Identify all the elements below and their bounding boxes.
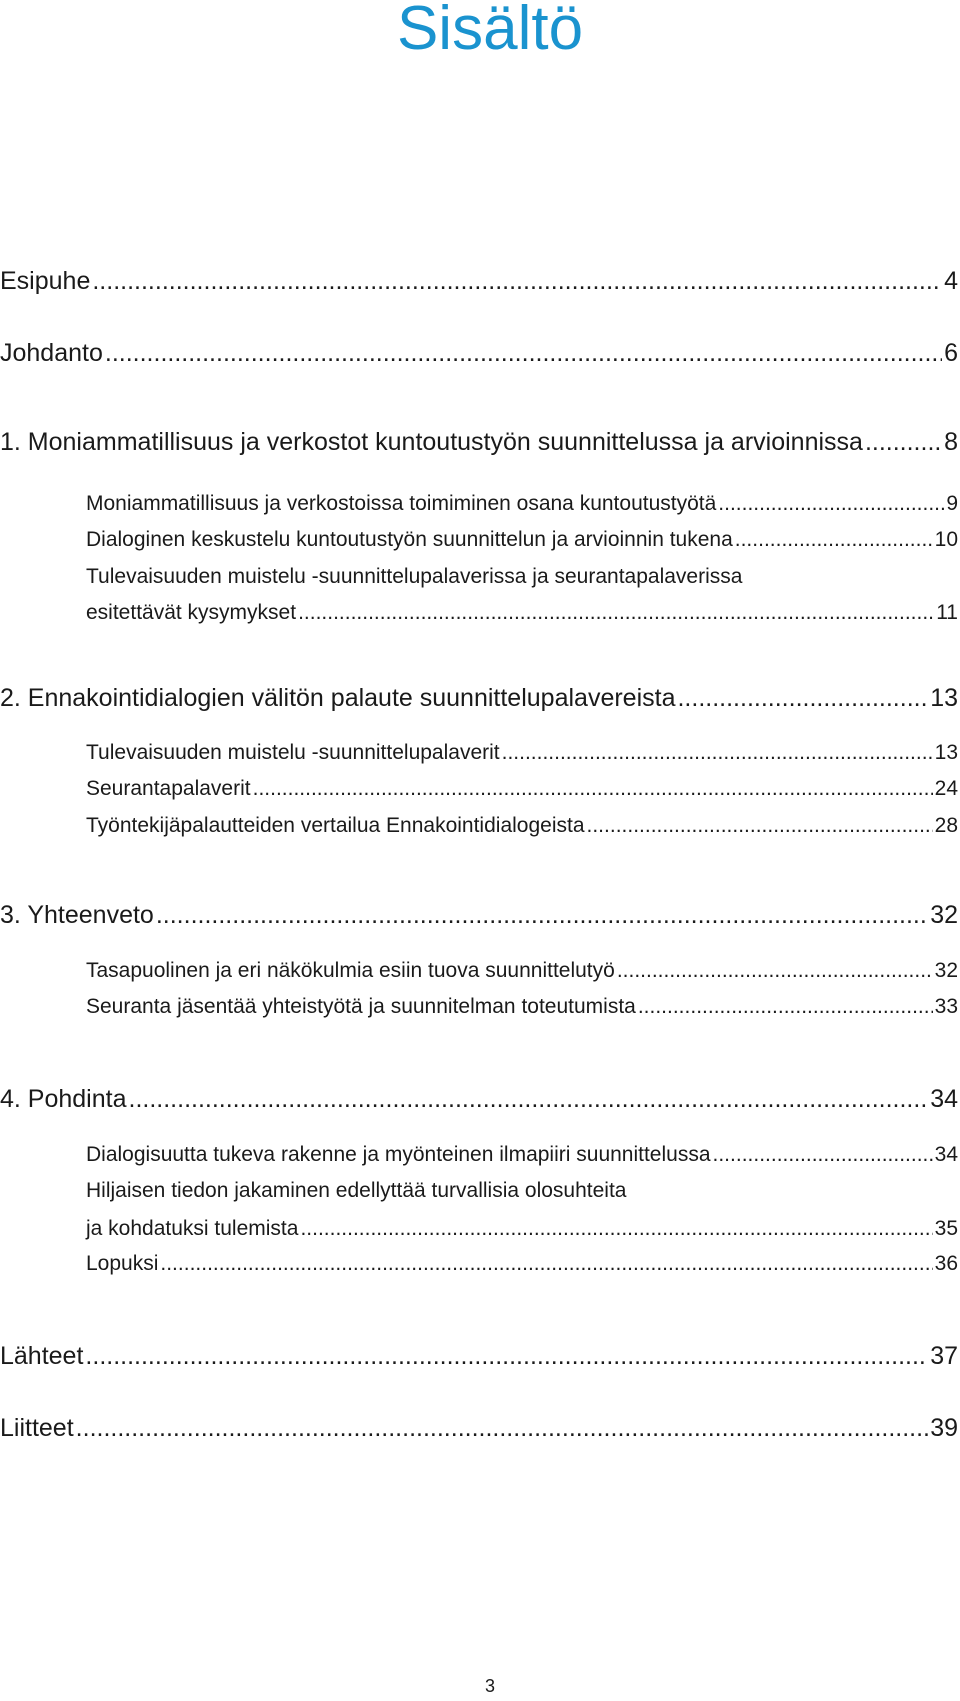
toc-leader xyxy=(253,777,933,801)
toc-page-number: 34 xyxy=(930,1085,958,1113)
toc-entry-1-3[interactable] xyxy=(86,601,958,625)
toc-leader xyxy=(156,901,928,930)
toc-leader xyxy=(587,814,933,838)
toc-page-number: 37 xyxy=(930,1342,958,1370)
toc-entry-3-2[interactable] xyxy=(86,995,958,1019)
toc-entry-2-1[interactable] xyxy=(86,741,958,765)
toc-entry-label: Työntekijäpalautteiden vertailua Ennakointidialogeista xyxy=(86,814,585,837)
toc-entry-label: Lopuksi xyxy=(86,1252,159,1275)
toc-leader xyxy=(92,267,942,296)
toc-entry-2-2[interactable] xyxy=(86,777,958,801)
toc-leader xyxy=(105,339,942,368)
toc-entry-label: 3. Yhteenveto xyxy=(0,901,154,929)
toc-entry-label: ja kohdatuksi tulemista xyxy=(86,1217,299,1240)
toc-leader xyxy=(638,995,933,1019)
toc-entry-label: Moniammatillisuus ja verkostoissa toimiminen osana kuntoutustyötä xyxy=(86,492,717,515)
toc-leader xyxy=(300,1217,932,1241)
toc-entry-label: 1. Moniammatillisuus ja verkostot kuntoutustyön suunnittelussa ja arvioinnissa xyxy=(0,428,863,456)
toc-entry-4-2[interactable] xyxy=(86,1217,958,1241)
toc-entry-1-1[interactable] xyxy=(86,492,958,516)
toc-leader xyxy=(76,1414,929,1443)
toc-leader xyxy=(713,1143,933,1167)
toc-entry-label: Tulevaisuuden muistelu -suunnittelupalaverit xyxy=(86,741,500,764)
toc-entry-label: 2. Ennakointidialogien välitön palaute suunnittelupalavereista xyxy=(0,684,676,712)
toc-entry-4-3[interactable] xyxy=(86,1252,958,1276)
toc-entry-label: Dialogisuutta tukeva rakenne ja myönteinen ilmapiiri suunnittelussa xyxy=(86,1143,711,1166)
toc-entry-label: Seurantapalaverit xyxy=(86,777,251,800)
toc-entry-2-3[interactable] xyxy=(86,814,958,838)
toc-page-number: 13 xyxy=(934,741,958,764)
toc-page-number: 6 xyxy=(944,339,958,367)
toc-entry-chapter-4[interactable] xyxy=(0,1085,958,1114)
toc-entry-4-2-line-1[interactable]: Hiljaisen tiedon jakaminen edellyttää turvallisia olosuhteita xyxy=(86,1179,627,1202)
toc-page-number: 36 xyxy=(934,1252,958,1275)
toc-page-number: 34 xyxy=(934,1143,958,1166)
toc-leader xyxy=(617,959,933,983)
toc-page-number: 35 xyxy=(934,1217,958,1240)
toc-entry-label: Liitteet xyxy=(0,1414,74,1442)
toc-entry-lahteet[interactable] xyxy=(0,1342,958,1371)
toc-leader xyxy=(735,528,933,552)
toc-entry-4-1[interactable] xyxy=(86,1143,958,1167)
toc-page-number: 8 xyxy=(944,428,958,456)
toc-entry-label: Esipuhe xyxy=(0,267,91,295)
toc-leader xyxy=(85,1342,928,1371)
toc-leader xyxy=(129,1085,929,1114)
toc-entry-1-3-line-1[interactable]: Tulevaisuuden muistelu -suunnittelupalaverissa ja seurantapalaverissa xyxy=(86,565,743,588)
page-title: Sisältö xyxy=(396,0,584,63)
toc-leader xyxy=(677,684,928,713)
toc-leader xyxy=(865,428,942,457)
toc-entry-chapter-2[interactable] xyxy=(0,684,958,713)
toc-leader xyxy=(502,741,933,765)
toc-entry-label: 4. Pohdinta xyxy=(0,1085,127,1113)
toc-page-number: 10 xyxy=(934,528,958,551)
toc-page-number: 28 xyxy=(934,814,958,837)
page-number: 3 xyxy=(484,1676,495,1696)
toc-page-number: 13 xyxy=(930,684,958,712)
toc-page-number: 11 xyxy=(936,601,958,624)
toc-entry-esipuhe[interactable] xyxy=(0,267,958,296)
toc-entry-3-1[interactable] xyxy=(86,959,958,983)
toc-page-number: 39 xyxy=(930,1414,958,1442)
toc-leader xyxy=(718,492,944,516)
toc-page-number: 33 xyxy=(934,995,958,1018)
toc-entry-label: Tasapuolinen ja eri näkökulmia esiin tuova suunnittelutyö xyxy=(86,959,615,982)
toc-page-number: 4 xyxy=(944,267,958,295)
toc-page-number: 24 xyxy=(934,777,958,800)
toc-entry-label: Johdanto xyxy=(0,339,103,367)
toc-entry-chapter-3[interactable] xyxy=(0,901,958,930)
toc-leader xyxy=(160,1252,932,1276)
toc-entry-1-2[interactable] xyxy=(86,528,958,552)
toc-entry-johdanto[interactable] xyxy=(0,339,958,368)
toc-entry-label: Seuranta jäsentää yhteistyötä ja suunnitelman toteutumista xyxy=(86,995,636,1018)
toc-page-number: 9 xyxy=(946,492,958,515)
toc-entry-label: Lähteet xyxy=(0,1342,84,1370)
toc-entry-label: Dialoginen keskustelu kuntoutustyön suunnittelun ja arvioinnin tukena xyxy=(86,528,733,551)
toc-leader xyxy=(298,601,934,625)
toc-page-number: 32 xyxy=(930,901,958,929)
toc-entry-liitteet[interactable] xyxy=(0,1414,958,1443)
toc-page-number: 32 xyxy=(934,959,958,982)
toc-entry-chapter-1[interactable] xyxy=(0,428,958,457)
toc-entry-label: esitettävät kysymykset xyxy=(86,601,297,624)
